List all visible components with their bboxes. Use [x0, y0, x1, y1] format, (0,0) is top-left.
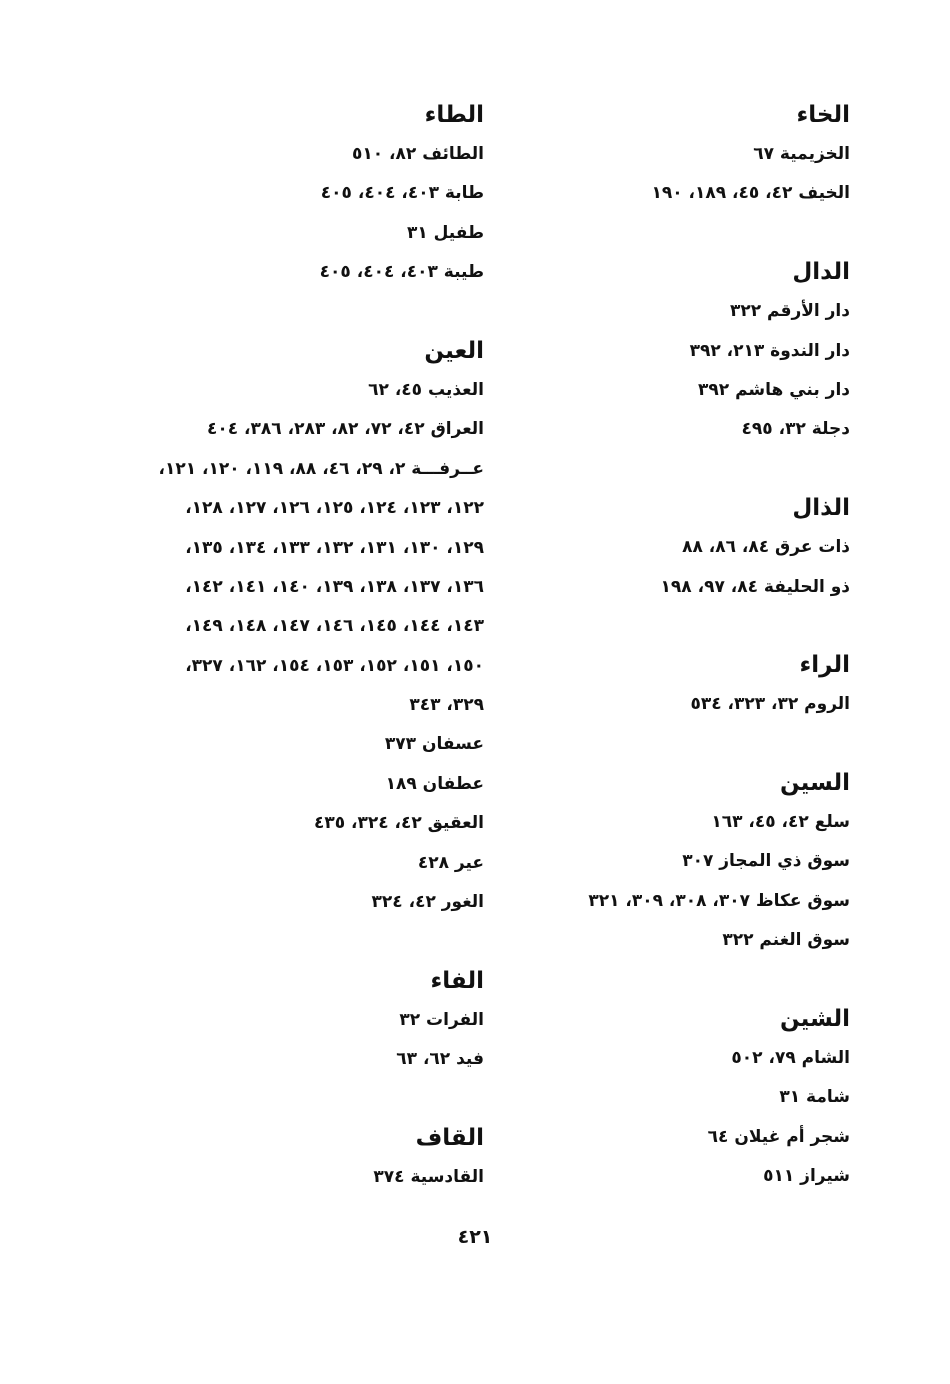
section-heading: السين — [779, 770, 850, 797]
index-entry: طيبة ٤٠٣، ٤٠٤، ٤٠٥ — [319, 262, 484, 283]
index-entry: سوق ذي المجاز ٣٠٧ — [682, 851, 850, 872]
index-entry: الخيف ٤٢، ٤٥، ١٨٩، ١٩٠ — [651, 183, 850, 204]
index-entry: طابة ٤٠٣، ٤٠٤، ٤٠٥ — [320, 183, 484, 204]
page-number: ٤٢١ — [457, 1226, 493, 1248]
section-gap — [470, 214, 850, 253]
section-heading: القاف — [415, 1124, 484, 1151]
index-entry: الغور ٤٢، ٣٢٤ — [371, 892, 484, 913]
index-entry: دجلة ٣٢، ٤٩٥ — [741, 419, 850, 440]
index-entry: عطفان ١٨٩ — [385, 773, 484, 794]
section-gap — [470, 961, 850, 1000]
section-heading: الدال — [792, 259, 850, 286]
section-heading: الراء — [799, 652, 850, 679]
section-gap — [470, 725, 850, 764]
index-entry: شيراز ٥١١ — [763, 1166, 850, 1187]
index-entry: العراق ٤٢، ٧٢، ٨٢، ٢٨٣، ٣٨٦، ٤٠٤ — [207, 419, 484, 440]
section-heading: الخاء — [796, 102, 850, 128]
index-section — [470, 96, 850, 214]
index-entry: الفرات ٣٢ — [399, 1009, 484, 1030]
index-section — [470, 646, 850, 724]
index-section — [470, 1000, 850, 1197]
section-heading: الفاء — [430, 967, 484, 994]
index-entry: دار بني هاشم ٣٩٢ — [698, 379, 850, 400]
index-entry: ١٢٩، ١٣٠، ١٣١، ١٣٢، ١٣٣، ١٣٤، ١٣٥، — [185, 537, 484, 558]
index-entry: دار الندوة ٢١٣، ٣٩٢ — [689, 340, 850, 361]
index-entry: الشام ٧٩، ٥٠٢ — [731, 1048, 850, 1069]
section-gap — [124, 1080, 484, 1119]
index-entry: دار الأرقم ٣٢٢ — [729, 301, 850, 322]
index-entry: الخزيمية ٦٧ — [753, 144, 850, 164]
index-entry: سوق الغنم ٣٢٢ — [722, 930, 850, 951]
index-entry: العذيب ٤٥، ٦٢ — [368, 379, 484, 400]
index-entry: سوق عكاظ ٣٠٧، ٣٠٨، ٣٠٩، ٣٢١ — [588, 890, 850, 911]
index-section — [470, 253, 850, 450]
index-entry: ١٥٠، ١٥١، ١٥٢، ١٥٣، ١٥٤، ١٦٢، ٣٢٧، — [185, 655, 484, 676]
index-entry: العقيق ٤٢، ٣٢٤، ٤٣٥ — [313, 813, 484, 834]
index-entry: الروم ٣٢، ٣٢٣، ٥٣٤ — [690, 694, 850, 715]
index-column-left — [124, 96, 484, 1197]
index-section — [124, 1119, 484, 1197]
index-entry: شجر أم غيلان ٦٤ — [707, 1126, 850, 1147]
index-column-right — [470, 96, 850, 1197]
index-entry: سلع ٤٢، ٤٥، ١٦٣ — [711, 812, 850, 833]
section-heading: العين — [424, 337, 484, 364]
index-entry: عير ٤٢٨ — [417, 852, 484, 873]
index-entry: ١٤٣، ١٤٤، ١٤٥، ١٤٦، ١٤٧، ١٤٨، ١٤٩، — [185, 616, 484, 637]
index-entry: ذو الحليفة ٨٤، ٩٧، ١٩٨ — [660, 576, 850, 597]
index-section — [124, 96, 484, 293]
index-entry: القادسية ٣٧٤ — [373, 1166, 484, 1187]
index-section — [124, 332, 484, 922]
index-section — [470, 764, 850, 961]
section-heading: الطاء — [424, 102, 484, 128]
section-heading: الشين — [779, 1006, 850, 1033]
index-entry: الطائف ٨٢، ٥١٠ — [352, 144, 484, 164]
index-entry: عسفان ٣٧٣ — [384, 734, 484, 755]
index-section — [124, 962, 484, 1080]
index-entry: شامة ٣١ — [779, 1087, 850, 1108]
section-gap — [470, 450, 850, 489]
index-entry: ٣٢٩، ٣٤٣ — [409, 695, 484, 716]
section-gap — [470, 607, 850, 646]
index-entry: فيد ٦٢، ٦٣ — [396, 1049, 484, 1070]
index-entry: ذات عرق ٨٤، ٨٦، ٨٨ — [682, 537, 850, 558]
section-gap — [124, 293, 484, 332]
section-heading: الذال — [792, 495, 850, 522]
section-gap — [124, 922, 484, 961]
index-section — [470, 489, 850, 607]
index-entry: طفيل ٣١ — [406, 222, 484, 243]
index-entry: ١٣٦، ١٣٧، ١٣٨، ١٣٩، ١٤٠، ١٤١، ١٤٢، — [185, 576, 484, 597]
index-entry: عــرفـــة ٢، ٢٩، ٤٦، ٨٨، ١١٩، ١٢٠، ١٢١، — [158, 458, 484, 479]
index-entry: ١٢٢، ١٢٣، ١٢٤، ١٢٥، ١٢٦، ١٢٧، ١٢٨، — [185, 498, 484, 519]
